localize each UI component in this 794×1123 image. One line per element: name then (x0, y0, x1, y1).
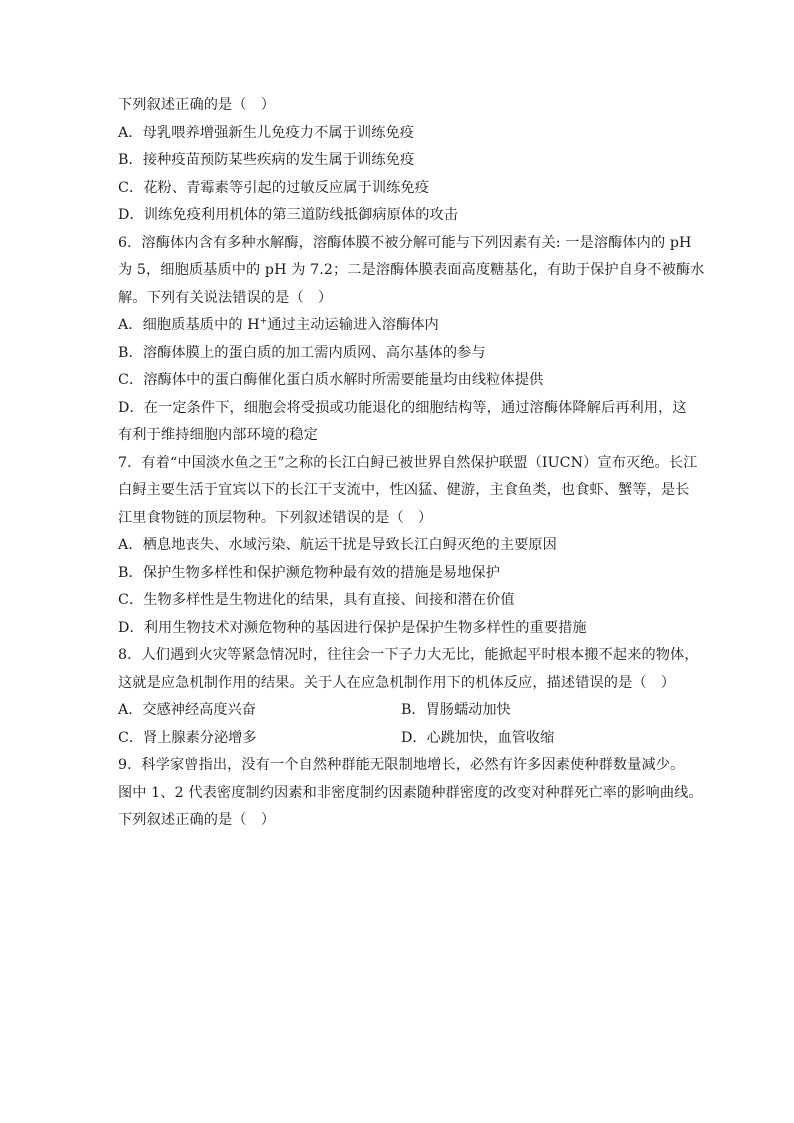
q6-option-a-sup: + (259, 316, 268, 327)
q7-option-c: C．生物多样性是生物进化的结果，具有直接、间接和潜在价值 (118, 592, 515, 608)
q8-stem-line-2: 这就是应急机制作用的结果。关于人在应急机制作用下的机体反应，描述错误的是（ ） (118, 674, 676, 691)
q5-option-b: B．接种疫苗预防某些疾病的发生属于训练免疫 (118, 152, 415, 168)
q6-stem-line-3: 解。下列有关说法错误的是（ ） (118, 289, 333, 306)
q8-option-b: B．胃肠蠕动加快 (401, 702, 511, 718)
q6-option-b: B．溶酶体膜上的蛋白质的加工需内质网、高尔基体的参与 (118, 344, 486, 361)
q5-option-d: D．训练免疫利用机体的第三道防线抵御病原体的攻击 (118, 207, 459, 223)
q9-stem-line-2: 图中 1、2 代表密度制约因素和非密度制约因素随种群密度的改变对种群死亡率的影响曲线。 (118, 784, 703, 801)
q8-options-row-1 (118, 697, 684, 725)
q6-option-a-post: 通过主动运输进入溶酶体内 (267, 317, 439, 333)
q7-option-b: B．保护生物多样性和保护濒危物种最有效的措施是易地保护 (118, 564, 501, 581)
q6-option-c: C．溶酶体中的蛋白酶催化蛋白质水解时所需要能量均由线粒体提供 (118, 372, 544, 388)
q7-stem-line-2: 白鲟主要生活于宜宾以下的长江干支流中，性凶猛、健游，主食鱼类，也食虾、蟹等，是长 (118, 482, 690, 498)
q8-stem-line-1: 8．人们遇到火灾等紧急情况时，往往会一下子力大无比，能掀起平时根本搬不起来的物体， (118, 647, 699, 663)
q7-stem-line-1: 7．有着“中国淡水鱼之王”之称的长江白鲟已被世界自然保护联盟（IUCN）宣布灭绝。长江 (118, 454, 698, 471)
q8-option-c: C．肾上腺素分泌增多 (118, 729, 257, 746)
q6-option-d-line-1: D．在一定条件下，细胞会将受损或功能退化的细胞结构等，通过溶酶体降解后再利用，这 (118, 399, 687, 416)
q7-stem-line-3: 江里食物链的顶层物种。下列叙述错误的是（ ） (118, 509, 433, 526)
q5-stem-end: 下列叙述正确的是（ ） (118, 97, 276, 113)
q6-option-d-line-2: 有利于维持细胞内部环境的稳定 (118, 427, 319, 443)
q5-option-c: C．花粉、青霉素等引起的过敏反应属于训练免疫 (118, 179, 429, 196)
q5-option-a: A．母乳喂养增强新生儿免疫力不属于训练免疫 (118, 124, 415, 141)
q6-option-a (118, 312, 684, 340)
q6-stem-line-1: 6．溶酶体内含有多种水解酶，溶酶体膜不被分解可能与下列因素有关: 一是溶酶体内的 pH (118, 234, 692, 251)
exam-page (118, 92, 705, 835)
q8-options-row-2 (118, 725, 684, 753)
q6-option-a-pre: A．细胞质基质中的 H (118, 317, 260, 333)
q8-option-d: D．心跳加快，血管收缩 (401, 729, 555, 746)
q9-stem-line-1: 9．科学家曾指出，没有一个自然种群能无限制地增长，必然有许多因素使种群数量减少。 (118, 757, 685, 773)
q9-stem-line-3: 下列叙述正确的是（ ） (118, 812, 276, 828)
q8-option-a: A．交感神经高度兴奋 (118, 702, 256, 718)
q6-stem-line-2: 为 5，细胞质基质中的 pH 为 7.2；二是溶酶体膜表面高度糖基化，有助于保护自身不被酶水 (118, 262, 705, 278)
q7-option-d: D．利用生物技术对濒危物种的基因进行保护是保护生物多样性的重要措施 (118, 619, 587, 636)
q7-option-a: A．栖息地丧失、水域污染、航运干扰是导致长江白鲟灭绝的主要原因 (118, 537, 557, 553)
